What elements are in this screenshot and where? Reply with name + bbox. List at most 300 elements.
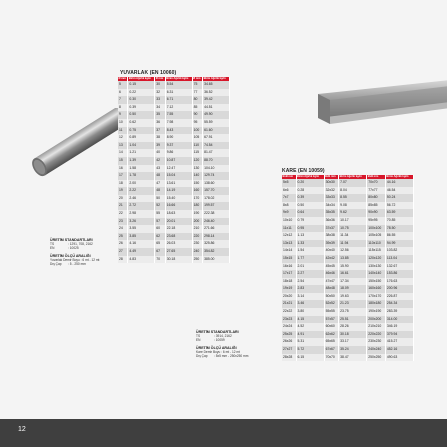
square-table-cell: 0.79 [296,217,324,225]
round-table-cell: 190 [192,210,202,218]
round-table-cell: 0.15 [128,81,155,89]
square-table-cell: 47x47 [324,278,339,286]
round-table-cell: 130 [192,165,202,173]
round-table-cell: 50 [155,195,165,203]
round-table-cell: 3.85 [128,233,155,241]
square-table-cell: 60x60 [324,323,339,331]
round-table-cell: 5 [118,81,128,89]
square-table-cell: 65x65 [324,338,339,346]
round-table-cell: 38 [155,134,165,142]
square-length-line: Kare Demir Boyu : 6 mt - 12 mt [196,349,240,354]
round-table-cell: 2.72 [128,202,155,210]
round-table-cell: 222.38 [203,210,230,218]
square-table-cell: 33x33 [324,194,339,202]
round-table-cell: 6.71 [165,96,192,104]
round-table-cell: 22.18 [165,225,192,233]
round-standards-title: ÜRETİM STANDARTLARI [50,238,93,242]
square-table-cell: 100x100 [367,225,386,233]
square-table-row [282,346,414,354]
square-table-cell: 48x48 [324,285,339,293]
round-tolerance-title: ÜRETİM ÖLÇÜ ARALIĞI [50,253,91,258]
round-table-cell: 67 [155,248,165,256]
round-table-cell: 20 [118,195,128,203]
square-table-cell: 26x26 [282,338,296,346]
square-table-row [282,202,414,210]
square-table-cell: 63.59 [385,209,413,217]
round-table-cell: 42 [155,157,165,165]
square-en-label: EN [196,338,201,343]
round-table-cell: 6 [118,89,128,97]
round-table-cell: 65 [155,240,165,248]
square-table-cell: 170x170 [367,293,386,301]
round-table-cell: 157.70 [203,187,230,195]
round-table-cell: 1.21 [128,149,155,157]
round-table-cell: 1.39 [128,157,155,165]
square-table-cell: 115x115 [367,247,386,255]
round-table-cell: 2.22 [128,187,155,195]
round-table-cell: 2.46 [128,195,155,203]
round-table-cell: 271.66 [203,225,230,233]
round-table-cell: 178.02 [203,195,230,203]
round-table-cell: 220 [192,233,202,241]
round-table-cell: 15 [118,157,128,165]
round-table-cell: 7.55 [165,111,192,119]
round-table-row [118,187,230,195]
square-table-cell: 0.50 [296,202,324,210]
round-table-cell: 27.65 [165,248,192,256]
square-table-cell: 140x140 [367,270,386,278]
square-table-cell: 226.87 [385,293,413,301]
square-ts-label: TS [196,334,201,339]
square-table-cell: 62x62 [324,331,339,339]
round-table-cell: 85 [192,104,202,112]
square-table-cell: 8.55 [339,194,367,202]
round-table-cell: 36 [155,119,165,127]
round-table-cell: 39.42 [203,96,230,104]
round-table-cell: 150 [192,180,202,188]
round-table-cell: 67.91 [203,134,230,142]
square-bar-image [310,80,447,135]
square-table-row [282,209,414,217]
square-table-cell: 6x6 [282,187,296,195]
round-table-row [118,104,230,112]
round-header-cell: Ø mm [155,77,165,81]
round-table-cell: 210 [192,225,202,233]
round-table-cell: 30.18 [165,256,192,264]
round-table-cell: 100 [192,127,202,135]
round-table-cell: 7.98 [165,119,192,127]
square-table-cell: 14x14 [282,247,296,255]
square-table-cell: 2.01 [296,263,324,271]
round-table-cell: 250 [192,256,202,264]
round-table-cell: 115 [192,149,202,157]
square-table-cell: 57x57 [324,316,339,324]
square-table-cell: 10.17 [339,217,367,225]
square-table-cell: 176.63 [385,278,413,286]
square-table-cell: 25.51 [339,316,367,324]
square-table-cell: 190x190 [367,308,386,316]
round-header-cell: Ø mm [118,77,128,81]
square-table-cell: 46x46 [324,270,339,278]
round-table-cell: 12 [118,134,128,142]
square-table-row [282,300,414,308]
round-table-cell: 74.54 [203,142,230,150]
round-en-value: : 10025 [68,246,79,251]
round-table-cell: 140 [192,172,202,180]
round-table-cell: 180 [192,202,202,210]
round-table-row [118,81,230,89]
square-table-row [282,225,414,233]
round-table-row [118,202,230,210]
square-table-cell: 19.63 [339,293,367,301]
round-table-cell: 129.74 [203,172,230,180]
square-dia-value: : 5x5 mm - 250x250 mm [214,354,249,359]
round-table-cell: 26.03 [165,240,192,248]
square-table-cell: 30x30 [324,179,339,187]
round-table-cell: 55 [155,210,165,218]
square-table-cell: 28.26 [339,323,367,331]
round-table-cell: 22 [118,210,128,218]
square-en-value: : 10059 [214,338,225,343]
round-ts-label: TS [50,242,55,247]
square-table-cell: 19x19 [282,285,296,293]
square-table-cell: 2.27 [296,270,324,278]
square-table-row [282,255,414,263]
square-table-cell: 45x45 [324,263,339,271]
round-header-cell: Ø mm [192,77,202,81]
square-table-cell: 113.04 [385,255,413,263]
round-table-row [118,180,230,188]
square-table-cell: 90x90 [367,209,386,217]
round-table-cell: 88.70 [203,157,230,165]
square-table-cell: 40x40 [324,247,339,255]
square-tolerance-title: ÜRETİM ÖLÇÜ ARALIĞI [196,345,237,350]
round-table-row [118,111,230,119]
square-table-row [282,331,414,339]
round-header-cell: Birim Ağırlık kg/m [203,77,230,81]
round-table-cell: 33 [155,96,165,104]
round-table-cell: 8 [118,104,128,112]
square-table-cell: 95x95 [367,217,386,225]
round-table-cell: 0.62 [128,119,155,127]
round-table-cell: 4.83 [128,256,155,264]
round-table-cell: 2.00 [128,180,155,188]
square-table-cell: 37x37 [324,225,339,233]
round-table-cell: 28 [118,256,128,264]
square-table-row [282,263,414,271]
round-table-cell: 6.31 [165,89,192,97]
square-table-cell: 150x150 [367,278,386,286]
square-table-cell: 94.99 [385,240,413,248]
round-header-cell: Birim Ağırlık kg/m [128,77,155,81]
square-table-cell: 55x55 [324,308,339,316]
square-table-cell: 12.56 [339,247,367,255]
square-table-cell: 1.13 [296,232,324,240]
round-table-cell: 48 [155,187,165,195]
round-table-cell: 14 [118,149,128,157]
square-table-row [282,247,414,255]
round-table-cell: 8.90 [165,134,192,142]
square-table-cell: 250x250 [367,354,386,362]
square-table-cell: 3.46 [296,300,324,308]
square-table-cell: 3.80 [296,308,324,316]
square-table-cell: 132.67 [385,263,413,271]
square-weight-table [282,175,414,361]
round-table-cell: 0.22 [128,89,155,97]
square-table-row [282,316,414,324]
square-table-cell: 6.15 [296,354,324,362]
round-table-cell: 26 [118,240,128,248]
round-table-cell: 230 [192,240,202,248]
round-table-cell: 16 [118,165,128,173]
square-table-row [282,179,414,187]
square-table-cell: 8x8 [282,202,296,210]
round-table-cell: 9.37 [165,142,192,150]
round-table-cell: 44.51 [203,104,230,112]
round-table-cell: 37 [155,127,165,135]
round-table-cell: 34.65 [203,81,230,89]
square-table-cell: 50.24 [385,194,413,202]
square-table-cell: 34x34 [324,202,339,210]
round-table-cell: 20.01 [165,218,192,226]
round-table-cell: 23.68 [165,233,192,241]
round-table-cell: 18.63 [165,210,192,218]
square-table-cell: 180x180 [367,300,386,308]
square-table-row [282,323,414,331]
square-table-cell: 28x28 [282,354,296,362]
round-length-line: Yuvarlak Demir Boyu : 6 mt - 12 mt [50,257,100,262]
square-table-cell: 35.24 [339,346,367,354]
square-table-cell: 2.83 [296,285,324,293]
round-table-row [118,142,230,150]
square-standards-title: ÜRETİM STANDARTLARI [196,330,239,334]
page-footer [0,419,447,447]
square-table-cell: 452.16 [385,346,413,354]
square-table-cell: 11x11 [282,225,296,233]
round-table-cell: 11 [118,127,128,135]
square-table-cell: 56.72 [385,202,413,210]
square-table-row [282,354,414,362]
square-table-cell: 11.94 [339,240,367,248]
square-table-cell: 38x38 [324,232,339,240]
square-table-cell: 70.85 [385,217,413,225]
square-table-cell: 210x210 [367,323,386,331]
square-table-row [282,240,414,248]
square-production-info [196,330,286,358]
square-table-cell: 11.34 [339,232,367,240]
square-table-cell: 50x50 [324,293,339,301]
square-table-cell: 86.55 [385,232,413,240]
round-table-cell: 55.59 [203,119,230,127]
round-table-row [118,157,230,165]
square-table-cell: 15.90 [339,263,367,271]
square-table-cell: 35x35 [324,209,339,217]
square-table-cell: 27x27 [282,346,296,354]
round-production-info [50,238,120,266]
round-table-cell: 24 [118,225,128,233]
square-header-cell: BxB mm [367,175,386,179]
square-table-cell: 1.54 [296,247,324,255]
square-table-cell: 36x36 [324,217,339,225]
round-table-cell: 2.98 [128,210,155,218]
square-table-cell: 0.95 [296,225,324,233]
square-table-cell: 16x16 [282,263,296,271]
square-table-cell: 379.94 [385,331,413,339]
round-table-cell: 15.40 [165,195,192,203]
round-en-label: EN [50,246,55,251]
round-table-row [118,240,230,248]
round-table-cell: 43 [155,165,165,173]
square-table-row [282,187,414,195]
square-table-cell: 21.23 [339,300,367,308]
square-table-cell: 314.00 [385,316,413,324]
square-table-cell: 9.08 [339,202,367,210]
round-table-row [118,89,230,97]
page-number: 12 [18,426,26,433]
square-table-cell: 23x23 [282,316,296,324]
square-table-cell: 120x120 [367,255,386,263]
square-table-cell: 0.20 [296,179,324,187]
square-table-cell: 77x77 [367,187,386,195]
square-table-cell: 17.34 [339,278,367,286]
round-table-cell: 246.40 [203,218,230,226]
round-table-cell: 10 [118,119,128,127]
square-table-row [282,232,414,240]
square-table-cell: 130x130 [367,263,386,271]
round-table-cell: 21 [118,202,128,210]
round-table-cell: 70 [155,256,165,264]
square-table-cell: 42x42 [324,255,339,263]
round-table-row [118,172,230,180]
square-table-cell: 15x15 [282,255,296,263]
round-dia-value: : 5 - 250 mm [68,262,86,267]
round-table-cell: 34 [155,104,165,112]
round-table-title: YUVARLAK (EN 10060) [120,70,177,76]
square-table-cell: 78.50 [385,225,413,233]
round-table-cell: 354.82 [203,248,230,256]
square-table-cell: 44.16 [385,179,413,187]
round-table-row [118,96,230,104]
round-table-cell: 19 [118,187,128,195]
round-bar-image [20,108,120,188]
square-table-cell: 38.47 [339,354,367,362]
square-table-cell: 103.82 [385,247,413,255]
square-header-cell: Birim Ağırlık kg/m [385,175,413,179]
round-table-cell: 3.55 [128,225,155,233]
round-table-cell: 18 [118,180,128,188]
square-table-cell: 9x9 [282,209,296,217]
square-table-cell: 85x85 [367,202,386,210]
square-dia-label: Dış Çap [196,354,208,359]
round-table-cell: 325.86 [203,240,230,248]
square-table-cell: 13.85 [339,255,367,263]
square-table-cell: 110x110 [367,240,386,248]
round-table-cell: 4.16 [128,240,155,248]
square-table-cell: 33.17 [339,338,367,346]
square-table-cell: 5x5 [282,179,296,187]
round-table-cell: 23 [118,218,128,226]
round-table-cell: 77 [192,89,202,97]
round-table-cell: 61.60 [203,127,230,135]
square-table-cell: 5.31 [296,338,324,346]
square-table-cell: 2.54 [296,278,324,286]
round-table-cell: 62 [155,233,165,241]
round-table-cell: 14.19 [165,187,192,195]
square-table-cell: 52x52 [324,300,339,308]
round-table-cell: 48 [155,172,165,180]
square-table-cell: 4.52 [296,323,324,331]
round-table-cell: 13 [118,142,128,150]
round-weight-table [118,77,230,263]
round-table-cell: 385.00 [203,256,230,264]
round-table-cell: 120 [192,157,202,165]
round-table-cell: 240 [192,248,202,256]
round-table-cell: 0.89 [128,134,155,142]
round-table-cell: 1.04 [128,142,155,150]
square-table-cell: 160x160 [367,285,386,293]
square-table-cell: 67x67 [324,346,339,354]
square-table-cell: 1.77 [296,255,324,263]
square-table-row [282,194,414,202]
square-table-cell: 70x70 [367,179,386,187]
square-table-cell: 490.63 [385,354,413,362]
round-table-row [118,210,230,218]
square-table-cell: 105x105 [367,232,386,240]
round-table-cell: 12.47 [165,165,192,173]
square-table-cell: 153.86 [385,270,413,278]
round-table-cell: 40 [155,149,165,157]
round-table-row [118,233,230,241]
square-table-cell: 30.18 [339,331,367,339]
square-table-cell: 12x12 [282,232,296,240]
round-table-cell: 4.49 [128,248,155,256]
square-table-cell: 7x7 [282,194,296,202]
round-table-cell: 170 [192,195,202,203]
round-header-cell: Birim Ağırlık kg/m [165,77,192,81]
round-table-cell: 60 [155,225,165,233]
square-table-cell: 415.27 [385,338,413,346]
square-table-cell: 25x25 [282,331,296,339]
round-table-cell: 7.12 [165,104,192,112]
round-table-cell: 57 [155,218,165,226]
square-table-title: KARE (EN 10059) [282,168,325,174]
round-table-row [118,256,230,264]
square-table-cell: 32x32 [324,187,339,195]
square-ts-value: : 3914, 2162 [214,334,232,339]
square-table-cell: 10x10 [282,217,296,225]
round-table-cell: 0.75 [128,127,155,135]
square-header-cell: Birim Ağırlık kg/m [339,175,367,179]
round-table-row [118,225,230,233]
square-table-cell: 220x220 [367,331,386,339]
round-table-row [118,119,230,127]
round-table-cell: 32 [155,89,165,97]
square-table-cell: 346.19 [385,323,413,331]
square-table-row [282,338,414,346]
round-table-cell: 30 [155,81,165,89]
square-table-cell: 70x70 [324,354,339,362]
round-table-cell: 90 [192,111,202,119]
square-table-cell: 80x80 [367,194,386,202]
square-table-cell: 0.28 [296,187,324,195]
round-table-row [118,127,230,135]
round-table-cell: 0.50 [128,111,155,119]
square-table-cell: 21x21 [282,300,296,308]
round-table-row [118,134,230,142]
round-table-cell: 298.14 [203,233,230,241]
round-table-cell: 52 [155,202,165,210]
round-table-cell: 25 [118,233,128,241]
